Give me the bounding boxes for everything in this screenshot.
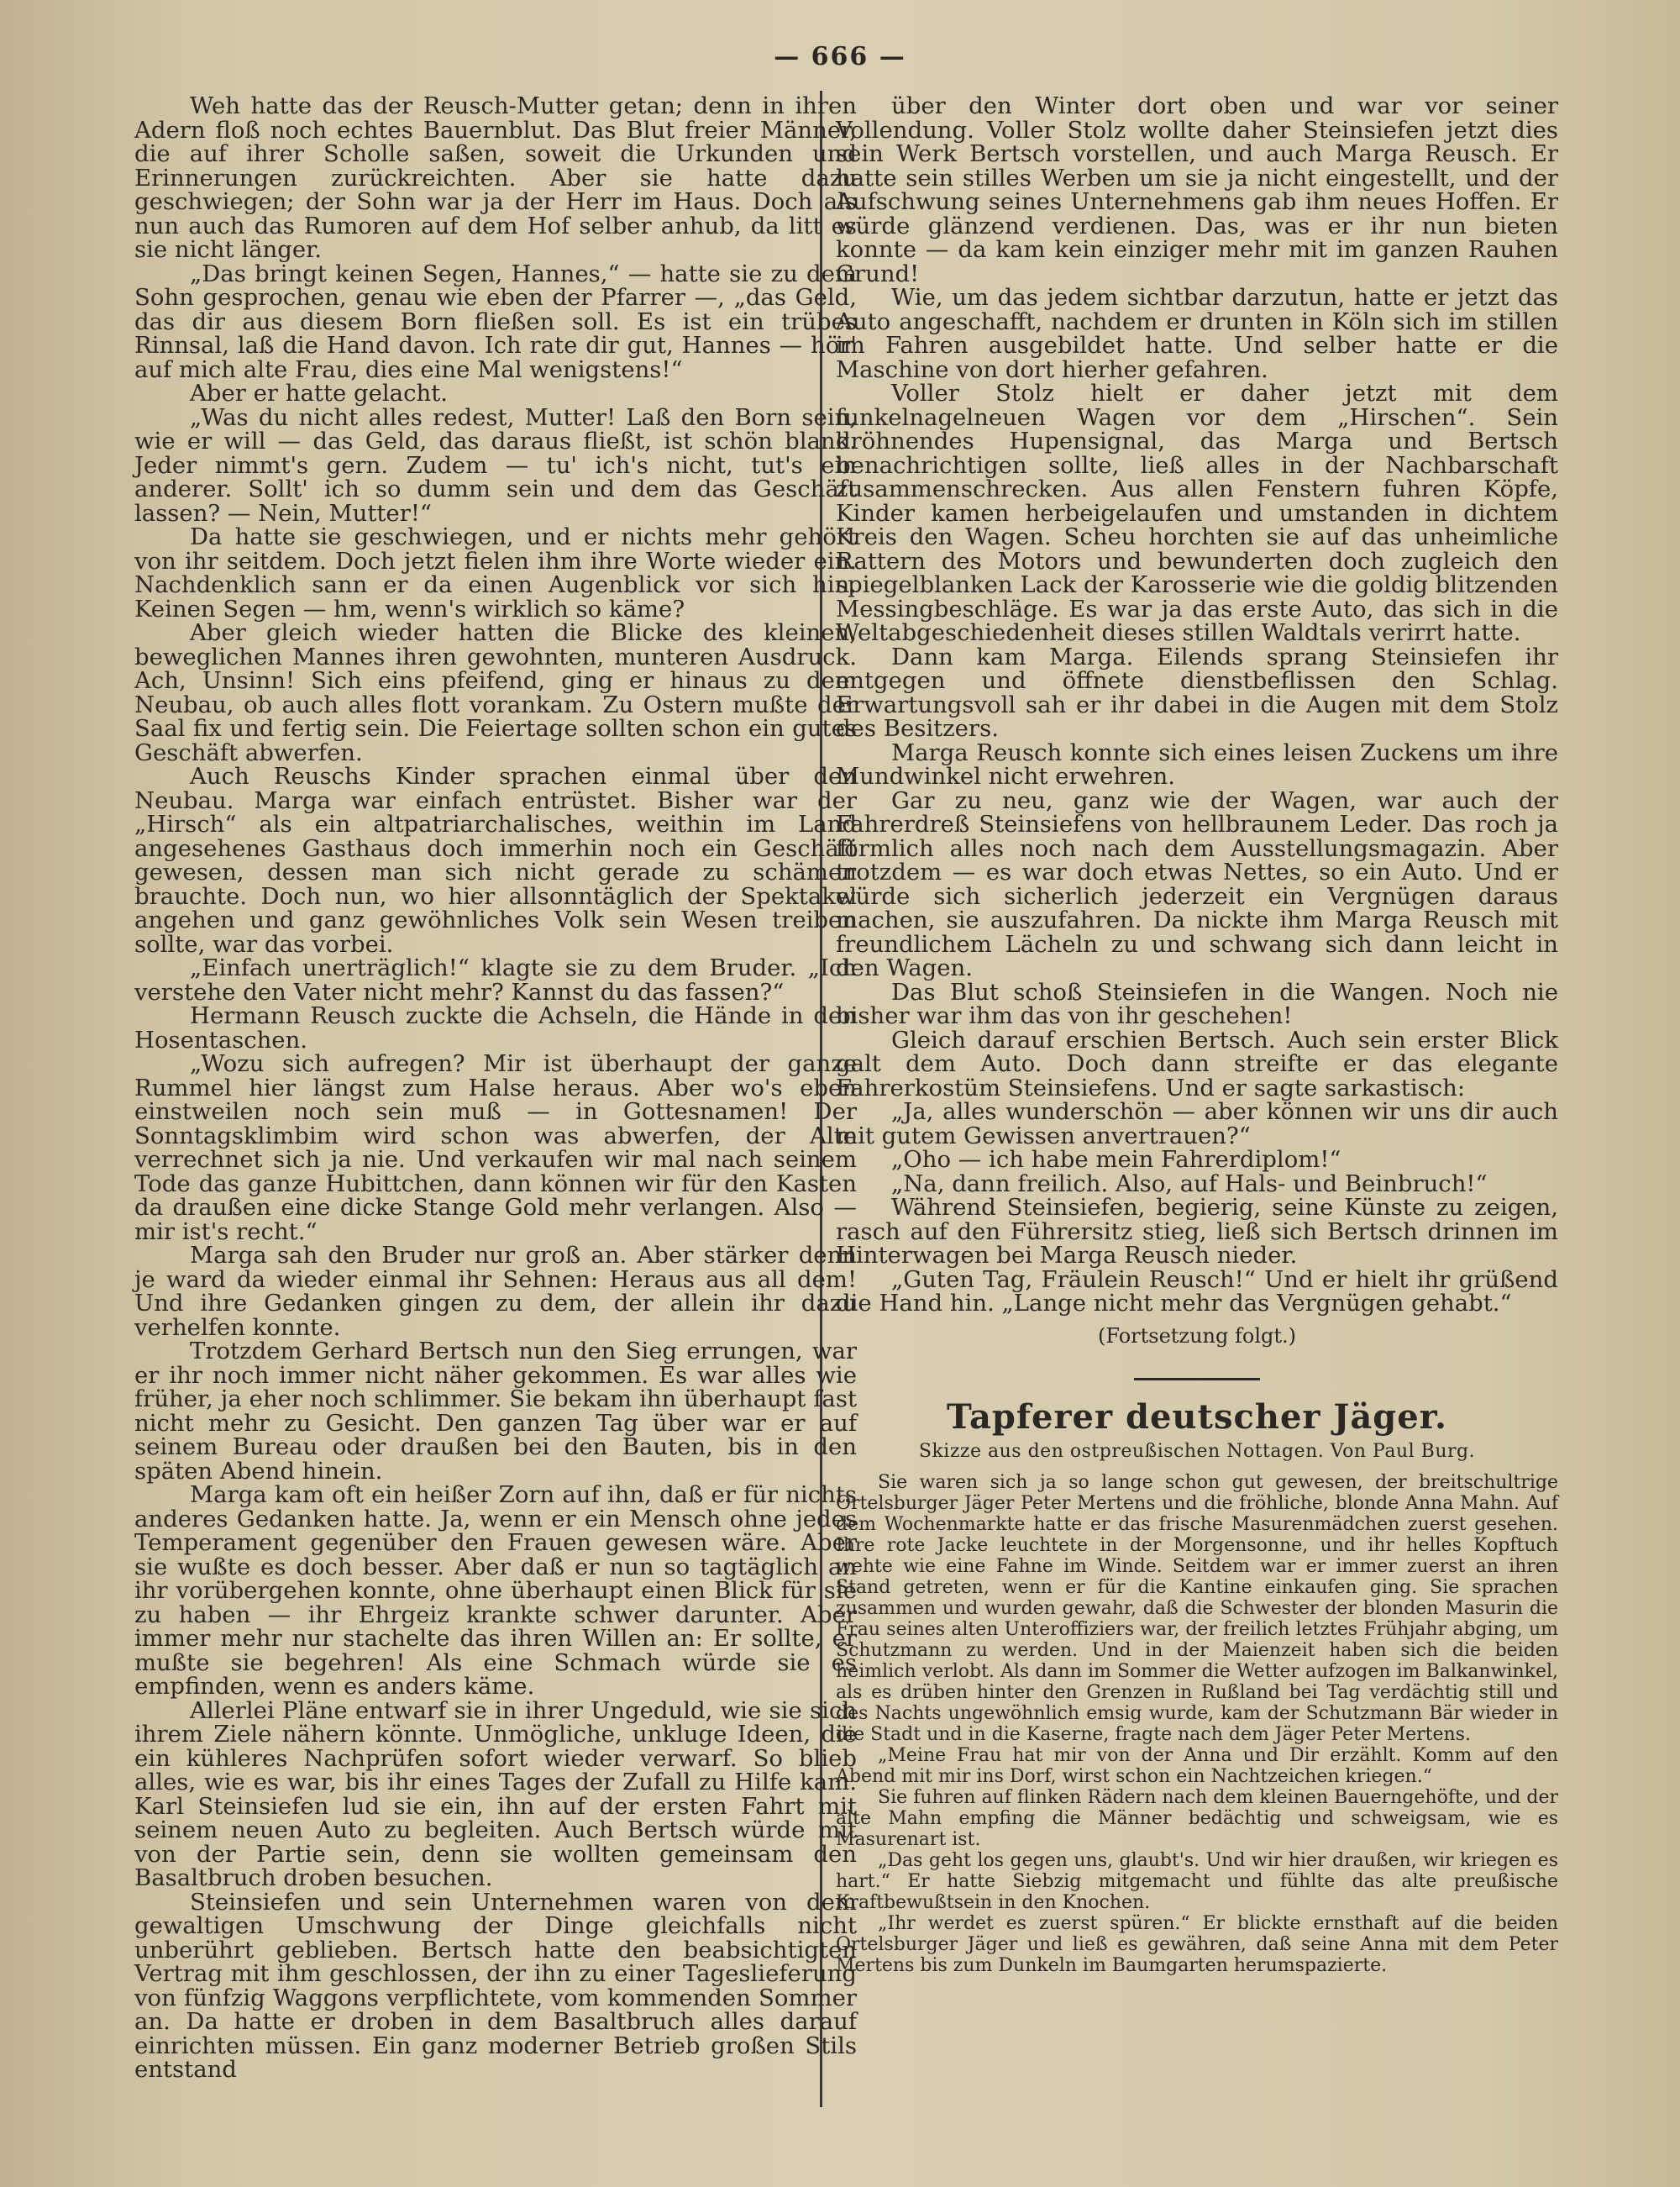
left-column (134, 94, 857, 2082)
paragraph: Voller Stolz hielt er daher jetzt mit dem funkelnagelneuen Wagen vor dem „Hirschen“. Sein dröhnendes Hupensignal, das Marga und Bertsch benachrichtigen sollte, ließ alles in der Nachbarschaft zusammenschrecken. Aus allen Fenstern fuhren Köpfe, Kinder kamen herbeigelaufen und umstanden in dichtem Kreis den Wagen. Scheu horchten sie auf das unheimliche Rattern des Motors und bewunderten doch zugleich den spiegelblanken Lack der Karosserie wie die goldig blitzenden Messingbeschläge. Es war ja das erste Auto, das sich in die Weltabgeschiedenheit dieses stillen Waldtals verirrt hatte. (836, 380, 1558, 646)
paragraph: Aber er hatte gelacht. (190, 380, 448, 407)
article-title: Tapferer deutscher Jäger. (947, 1397, 1447, 1437)
paragraph: Weh hatte das der Reusch-Mutter getan; denn in ihren Adern floß noch echtes Bauernblut. Das Blut freier Männer, die auf ihrer Scholle saßen, soweit die Urkunden und Erinnerungen zurückreichten. Aber sie hatte dazu geschwiegen; der Sohn war ja der Herr im Haus. Doch als nun auch das Rumoren auf dem Hof selber anhub, da litt es sie nicht länger. (134, 92, 857, 263)
paragraph: „Wozu sich aufregen? Mir ist überhaupt der ganze Rummel hier längst zum Halse heraus. Aber wo's eben einstweilen noch sein muß — in Gottesnamen! Der Sonntagsklimbim wird schon was abwerfen, der Alte verrechnet sich ja nie. Und verkaufen wir mal nach seinem Tode das ganze Hubittchen, dann können wir für den Kasten da draußen eine dicke Stange Gold mehr verlangen. Also — mir ist's recht.“ (134, 1050, 857, 1245)
paragraph: Trotzdem Gerhard Bertsch nun den Sieg errungen, war er ihr noch immer nicht näher gekommen. Es war alles wie früher, ja eher noch schlimmer. Sie bekam ihn überhaupt fast nicht mehr zu Gesicht. Den ganzen Tag über war er auf seinem Bureau oder draußen bei den Bauten, bis in den späten Abend hinein. (134, 1338, 857, 1485)
article-subtitle: Skizze aus den ostpreußischen Nottagen. Von Paul Burg. (918, 1440, 1476, 1462)
paragraph: Hermann Reusch zuckte die Achseln, die Hände in den Hosentaschen. (134, 1002, 857, 1054)
page-number: — 666 — (774, 42, 906, 71)
paragraph: „Ja, alles wunderschön — aber können wir uns dir auch mit gutem Gewissen anvertrauen?“ (836, 1098, 1558, 1149)
paragraph: Gleich darauf erschien Bertsch. Auch sein erster Blick galt dem Auto. Doch dann streifte er das elegante Fahrerkostüm Steinsiefens. Und er sagte sarkastisch: (836, 1026, 1558, 1101)
paragraph: „Guten Tag, Fräulein Reusch!“ Und er hielt ihr grüßend die Hand hin. „Lange nicht mehr das Vergnügen gehabt.“ (836, 1265, 1558, 1317)
section-divider (1134, 1378, 1260, 1380)
paragraph: über den Winter dort oben und war vor seiner Vollendung. Voller Stolz wollte daher Steinsiefen jetzt dies sein Werk Bertsch vorstellen, und auch Marga Reusch. Er hatte sein stilles Werben um sie ja nicht eingestellt, und der Aufschwung seines Unternehmens gab ihm neues Hoffen. Er würde glänzend verdienen. Das, was er ihr nun bieten konnte — da kam kein einziger mehr mit im ganzen Rauhen Grund! (836, 92, 1558, 287)
paragraph: Sie waren sich ja so lange schon gut gewesen, der breitschultrige Ortelsburger Jäger Peter Mertens und die fröhliche, blonde Anna Mahn. Auf dem Wochenmarkte hatte er das frische Masurenmädchen zuerst gesehen. Ihre rote Jacke leuchtete in der Morgensonne, und ihr helles Kopftuch wehte wie eine Fahne im Winde. Seitdem war er immer zuerst an ihren Stand getreten, wenn er für die Kantine einkaufen ging. Sie sprachen zusammen und wurden gewahr, daß die Schwester der blonden Masurin die Frau seines alten Unteroffiziers war, der freilich letztes Frühjahr abging, um Schutzmann zu werden. Und in der Maienzeit haben sich die beiden heimlich verlobt. Als dann im Sommer die Wetter aufzogen im Balkanwinkel, als es drüben hinter den Grenzen in Rußland bei Tag verdächtig still und des Nachts ungewöhnlich emsig wurde, kam der Schutzmann Bär wieder in die Stadt und in die Kaserne, fragte nach dem Jäger Peter Mertens. (836, 1472, 1558, 1745)
continuation-note: (Fortsetzung folgt.) (1098, 1323, 1296, 1348)
paragraph: „Einfach unerträglich!“ klagte sie zu dem Bruder. „Ich verstehe den Vater nicht mehr? Kannst du das fassen?“ (134, 954, 857, 1006)
paragraph: „Was du nicht alles redest, Mutter! Laß den Born sein, wie er will — das Geld, das daraus fließt, ist schön blank. Jeder nimmt's gern. Zudem — tu' ich's nicht, tut's ein anderer. Sollt' ich so dumm sein und dem das Geschäft lassen? — Nein, Mutter!“ (134, 403, 857, 527)
paragraph: Da hatte sie geschwiegen, und er nichts mehr gehört von ihr seitdem. Doch jetzt fielen ihm ihre Worte wieder ein. Nachdenklich sann er da einen Augenblick vor sich hin. Keinen Segen — hm, wenn's wirklich so käme? (134, 523, 857, 623)
paragraph: Steinsiefen und sein Unternehmen waren von dem gewaltigen Umschwung der Dinge gleichfalls nicht unberührt geblieben. Bertsch hatte den beabsichtigten Vertrag mit ihm geschlossen, der ihn zu einer Tageslieferung von fünfzig Waggons verpflichtete, vom kommenden Sommer an. Da hatte er droben in dem Basaltbruch alles darauf einrichten müssen. Ein ganz moderner Betrieb großen Stils entstand (134, 1888, 857, 2083)
paragraph: Wie, um das jedem sichtbar darzutun, hatte er jetzt das Auto angeschafft, nachdem er drunten in Köln sich im stillen im Fahren ausgebildet hatte. Und selber hatte er die Maschine von dort hierher gefahren. (836, 284, 1558, 383)
paragraph: Sie fuhren auf flinken Rädern nach dem kleinen Bauerngehöfte, und der alte Mahn empfing die Männer bedächtig und schweigsam, wie es Masurenart ist. (836, 1787, 1558, 1850)
paragraph: Aber gleich wieder hatten die Blicke des kleinen, beweglichen Mannes ihren gewohnten, munteren Ausdruck. Ach, Unsinn! Sich eins pfeifend, ging er hinaus zu dem Neubau, ob auch alles flott vorankam. Zu Ostern mußte der Saal fix und fertig sein. Die Feiertage sollten schon ein gutes Geschäft abwerfen. (134, 619, 857, 766)
paragraph: „Meine Frau hat mir von der Anna und Dir erzählt. Komm auf den Abend mit mir ins Dorf, wirst schon ein Nachtzeichen kriegen.“ (836, 1745, 1558, 1787)
right-column (836, 94, 1558, 1976)
article-body (836, 1472, 1558, 1976)
paragraph: Auch Reuschs Kinder sprachen einmal über den Neubau. Marga war einfach entrüstet. Bisher war der „Hirsch“ als ein altpatriarchalisches, weithin im Land angesehenes Gasthaus doch immerhin noch ein Geschäft gewesen, dessen man sich nicht gerade zu schämen brauchte. Doch nun, wo hier allsonntäglich der Spektakel angehen und ganz gewöhnliches Volk sein Wesen treiben sollte, war das vorbei. (134, 763, 857, 958)
paragraph: „Das bringt keinen Segen, Hannes,“ — hatte sie zu dem Sohn gesprochen, genau wie eben der Pfarrer —, „das Geld, das dir aus diesem Born fließen soll. Es ist ein trübes Rinnsal, laß die Hand davon. Ich rate dir gut, Hannes — hör' auf mich alte Frau, dies eine Mal wenigstens!“ (134, 260, 857, 383)
paragraph: „Das geht los gegen uns, glaubt's. Und wir hier draußen, wir kriegen es hart.“ Er hatte Siebzig mitgemacht und fühlte das alte preußische Kraftbewußtsein in den Knochen. (836, 1850, 1558, 1913)
paragraph: Während Steinsiefen, begierig, seine Künste zu zeigen, rasch auf den Führersitz stieg, ließ sich Bertsch drinnen im Hinterwagen bei Marga Reusch nieder. (836, 1194, 1558, 1269)
paragraph: „Oho — ich habe mein Fahrerdiplom!“ (891, 1146, 1341, 1173)
paragraph: Gar zu neu, ganz wie der Wagen, war auch der Fahrerdreß Steinsiefens von hellbraunem Leder. Das roch ja förmlich alles noch nach dem Ausstellungsmagazin. Aber trotzdem — es war doch etwas Nettes, so ein Auto. Und er würde sich sicherlich jederzeit ein Vergnügen daraus machen, sie auszufahren. Da nickte ihm Marga Reusch mit freundlichem Lächeln zu und schwang sich dann leicht in den Wagen. (836, 786, 1558, 981)
paragraph: Marga kam oft ein heißer Zorn auf ihn, daß er für nichts anderes Gedanken hatte. Ja, wenn er ein Mensch ohne jedes Temperament gegenüber den Frauen gewesen wäre. Aber sie wußte es doch besser. Aber daß er nun so tagtäglich an ihr vorübergehen konnte, ohne überhaupt einen Blick für sie zu haben — ihr Ehrgeiz krankte schwer darunter. Aber immer mehr nur stachelte das ihren Willen an: Er sollte, er mußte sie begehren! Als eine Schmach würde sie es empfinden, wenn es anders käme. (134, 1481, 857, 1700)
paragraph: Marga Reusch konnte sich eines leisen Zuckens um ihre Mundwinkel nicht erwehren. (836, 739, 1558, 790)
paragraph: Das Blut schoß Steinsiefen in die Wangen. Noch nie bisher war ihm das von ihr geschehen! (836, 978, 1558, 1029)
paragraph: „Na, dann freilich. Also, auf Hals- und Beinbruch!“ (891, 1170, 1488, 1197)
paragraph: Dann kam Marga. Eilends sprang Steinsiefen ihr entgegen und öffnete dienstbeflissen den Schlag. Erwartungsvoll sah er ihr dabei in die Augen mit dem Stolz des Besitzers. (836, 643, 1558, 742)
paragraph: Marga sah den Bruder nur groß an. Aber stärker denn je ward da wieder einmal ihr Sehnen: Heraus aus all dem! Und ihre Gedanken gingen zu dem, der allein ihr dazu verhelfen konnte. (134, 1242, 857, 1341)
paragraph: Allerlei Pläne entwarf sie in ihrer Ungeduld, wie sie sich ihrem Ziele nähern könnte. Unmögliche, unkluge Ideen, die ein kühleres Nachprüfen sofort wieder verwarf. So blieb alles, wie es war, bis ihr eines Tages der Zufall zu Hilfe kam. Karl Steinsiefen lud sie ein, ihn auf der ersten Fahrt mit seinem neuen Auto zu begleiten. Auch Bertsch würde mit von der Partie sein, denn sie wollten gemeinsam den Basaltbruch droben besuchen. (134, 1696, 857, 1891)
paragraph: „Ihr werdet es zuerst spüren.“ Er blickte ernsthaft auf die beiden Ortelsburger Jäger und ließ es gewähren, daß seine Anna mit dem Peter Mertens bis zum Dunkeln im Baumgarten herumspazierte. (836, 1913, 1558, 1976)
